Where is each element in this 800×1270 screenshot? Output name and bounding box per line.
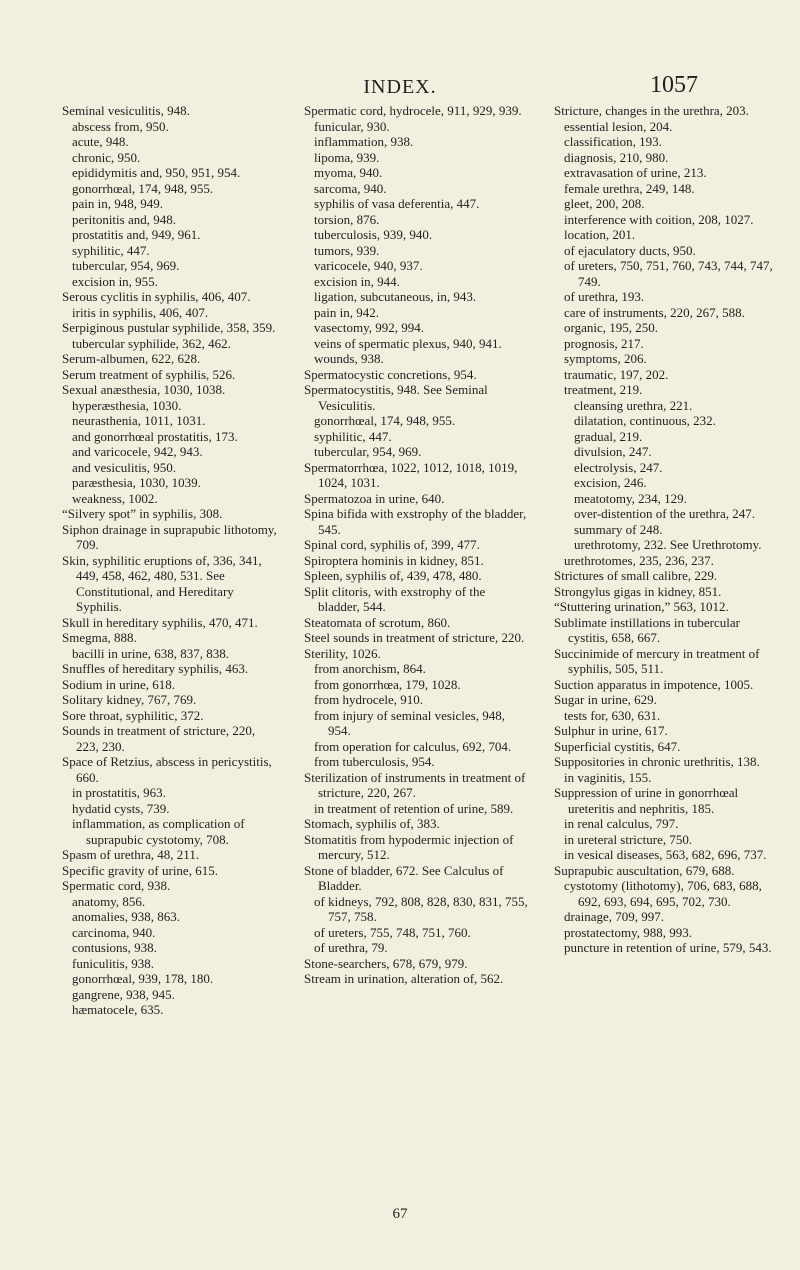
index-entry: Spermatozoa in urine, 640.: [304, 490, 445, 506]
index-entry: from hydrocele, 910.: [314, 692, 424, 707]
index-entry: puncture in retention of urine, 579, 543.: [564, 940, 772, 955]
index-entry: myoma, 940.: [314, 165, 383, 180]
index-entry: Spasm of urethra, 48, 211.: [62, 847, 200, 862]
index-entry: acute, 948.: [72, 134, 129, 149]
index-entry: hæmatocele, 635.: [72, 1002, 164, 1017]
index-entry: Sore throat, syphilitic, 372.: [62, 707, 204, 723]
index-entry: Smegma, 888.: [62, 630, 137, 645]
index-entry: Stone of bladder, 672. See Calculus of Bladder.: [304, 862, 504, 893]
index-entry: Stricture, changes in the urethra, 203.: [554, 103, 749, 118]
index-entry: cleansing urethra, 221.: [574, 397, 693, 413]
index-entry: and varicocele, 942, 943.: [72, 444, 203, 459]
index-entry: chronic, 950.: [72, 149, 141, 165]
index-entry: anatomy, 856.: [72, 893, 146, 909]
index-entry: Sugar in urine, 629.: [554, 692, 657, 707]
index-entry: of ureters, 750, 751, 760, 743, 744, 747, 749.: [564, 258, 773, 289]
index-entry: Spleen, syphilis of, 439, 478, 480.: [304, 568, 482, 583]
index-entry: tests for, 630, 631.: [564, 707, 661, 723]
index-entry: traumatic, 197, 202.: [564, 366, 669, 382]
index-entry: Sterility, 1026.: [304, 645, 381, 661]
index-entry: of kidneys, 792, 808, 828, 830, 831, 755, 757, 758.: [314, 893, 528, 924]
index-entry: in prostatitis, 963.: [72, 785, 166, 800]
index-entry: tuberculosis, 939, 940.: [314, 227, 433, 242]
index-entry: Serum-albumen, 622, 628.: [62, 351, 201, 366]
index-entry: ligation, subcutaneous, in, 943.: [314, 289, 477, 304]
index-entry: Steel sounds in treatment of stricture, 220.: [304, 630, 525, 645]
index-entry: excision, 246.: [574, 475, 647, 490]
index-entry: anomalies, 938, 863.: [72, 909, 180, 924]
index-entry: of urethra, 193.: [564, 289, 645, 304]
index-entry: Serous cyclitis in syphilis, 406, 407.: [62, 289, 251, 304]
index-entry: Suprapubic auscultation, 679, 688.: [554, 862, 735, 878]
index-entry: Strictures of small calibre, 229.: [554, 568, 718, 583]
index-entry: wounds, 938.: [314, 351, 384, 366]
index-entry: Sterilization of instruments in treatment of stricture, 220, 267.: [304, 769, 526, 800]
index-entry: Spermatocystitis, 948. See Seminal Vesiculitis.: [304, 382, 488, 413]
index-entry: tubercular, 954, 969.: [72, 258, 180, 273]
index-entry: “Stuttering urination,” 563, 1012.: [554, 599, 729, 614]
index-entry: excision in, 944.: [314, 273, 400, 289]
index-entry: funiculitis, 938.: [72, 955, 154, 971]
index-entry: classification, 193.: [564, 134, 662, 149]
index-entry: summary of 248.: [574, 521, 663, 537]
index-entry: Superficial cystitis, 647.: [554, 738, 681, 754]
index-entry: female urethra, 249, 148.: [564, 180, 695, 196]
index-entry: Siphon drainage in suprapubic lithotomy, 709.: [62, 521, 277, 552]
index-entry: paræsthesia, 1030, 1039.: [72, 475, 201, 490]
index-entry: treatment, 219.: [564, 382, 643, 397]
index-entry: meatotomy, 234, 129.: [574, 490, 687, 506]
index-entry: Spermatorrhœa, 1022, 1012, 1018, 1019, 1024, 1031.: [304, 459, 518, 490]
index-entry: Stomatitis from hypodermic injection of mercury, 512.: [304, 831, 514, 862]
index-entry: prostatitis and, 949, 961.: [72, 227, 201, 242]
index-entry: vasectomy, 992, 994.: [314, 320, 424, 335]
index-entry: contusions, 938.: [72, 940, 157, 955]
page-header: [0, 70, 800, 100]
index-entry: Succinimide of mercury in treatment of syphilis, 505, 511.: [554, 645, 760, 676]
index-entry: gradual, 219.: [574, 428, 643, 444]
index-entry: epididymitis and, 950, 951, 954.: [72, 165, 241, 180]
index-entry: divulsion, 247.: [574, 444, 652, 459]
index-entry: Specific gravity of urine, 615.: [62, 862, 218, 878]
index-entry: of ureters, 755, 748, 751, 760.: [314, 924, 471, 940]
index-entry: drainage, 709, 997.: [564, 909, 665, 924]
index-entry: syphilitic, 447.: [72, 242, 150, 258]
index-entry: tubercular, 954, 969.: [314, 444, 422, 459]
index-entry: Serum treatment of syphilis, 526.: [62, 366, 236, 382]
index-entry: Space of Retzius, abscess in pericystitis, 660.: [62, 754, 272, 785]
index-entry: from tuberculosis, 954.: [314, 754, 435, 769]
index-entry: Suction apparatus in impotence, 1005.: [554, 676, 754, 692]
index-entry: Snuffles of hereditary syphilis, 463.: [62, 661, 249, 676]
index-entry: gonorrhœal, 174, 948, 955.: [314, 413, 456, 428]
index-entry: inflammation, 938.: [314, 134, 414, 149]
index-entry: Strongylus gigas in kidney, 851.: [554, 583, 722, 599]
index-entry: Spermatic cord, hydrocele, 911, 929, 939.: [304, 103, 522, 118]
index-entry: hydatid cysts, 739.: [72, 800, 170, 816]
index-entry: syphilitic, 447.: [314, 428, 392, 444]
index-entry: gleet, 200, 208.: [564, 196, 645, 211]
index-entry: peritonitis and, 948.: [72, 211, 176, 227]
index-entry: carcinoma, 940.: [72, 924, 156, 940]
index-column-1: [62, 103, 280, 1018]
index-entry: care of instruments, 220, 267, 588.: [564, 304, 745, 320]
index-entry: Sodium in urine, 618.: [62, 676, 176, 692]
index-entry: “Silvery spot” in syphilis, 308.: [62, 506, 223, 521]
index-entry: Skull in hereditary syphilis, 470, 471.: [62, 614, 258, 630]
index-entry: veins of spermatic plexus, 940, 941.: [314, 335, 502, 351]
index-entry: pain in, 942.: [314, 304, 379, 320]
index-entry: Stream in urination, alteration of, 562.: [304, 971, 504, 986]
index-entry: Steatomata of scrotum, 860.: [304, 614, 451, 630]
index-entry: diagnosis, 210, 980.: [564, 149, 669, 165]
index-entry: neurasthenia, 1011, 1031.: [72, 413, 206, 428]
index-entry: prognosis, 217.: [564, 335, 644, 351]
index-entry: tubercular syphilide, 362, 462.: [72, 335, 231, 351]
index-entry: iritis in syphilis, 406, 407.: [72, 304, 209, 320]
index-entry: Spiroptera hominis in kidney, 851.: [304, 552, 484, 568]
index-entry: of ejaculatory ducts, 950.: [564, 242, 696, 258]
index-entry: extravasation of urine, 213.: [564, 165, 707, 180]
index-entry: from injury of seminal vesicles, 948, 954.: [314, 707, 505, 738]
index-entry: dilatation, continuous, 232.: [574, 413, 716, 428]
index-entry: prostatectomy, 988, 993.: [564, 924, 693, 940]
index-entry: of urethra, 79.: [314, 940, 388, 955]
index-entry: electrolysis, 247.: [574, 459, 663, 475]
index-entry: over-distention of the urethra, 247.: [574, 506, 755, 521]
index-entry: gonorrhœal, 174, 948, 955.: [72, 180, 214, 196]
index-entry: Spina bifida with exstrophy of the bladder, 545.: [304, 506, 527, 537]
index-entry: interference with coition, 208, 1027.: [564, 211, 754, 227]
index-entry: Serpiginous pustular syphilide, 358, 359.: [62, 320, 276, 335]
index-entry: and vesiculitis, 950.: [72, 459, 176, 475]
index-entry: abscess from, 950.: [72, 118, 169, 134]
index-entry: from anorchism, 864.: [314, 661, 426, 676]
index-entry: urethrotomes, 235, 236, 237.: [564, 552, 714, 568]
page-number: 1057: [650, 72, 698, 98]
index-entry: symptoms, 206.: [564, 351, 647, 366]
index-entry: Spermatic cord, 938.: [62, 878, 171, 893]
index-entry: tumors, 939.: [314, 242, 380, 258]
index-entry: gonorrhœal, 939, 178, 180.: [72, 971, 214, 986]
running-title: INDEX.: [363, 76, 437, 98]
index-entry: Skin, syphilitic eruptions of, 336, 341, 449, 458, 462, 480, 531. See Constitutional, and Hereditary Syphilis.: [62, 552, 262, 614]
index-entry: Seminal vesiculitis, 948.: [62, 103, 190, 118]
index-entry: sarcoma, 940.: [314, 180, 387, 196]
index-entry: Sublimate instillations in tubercular cystitis, 658, 667.: [554, 614, 740, 645]
index-entry: in vaginitis, 155.: [564, 769, 652, 785]
index-entry: varicocele, 940, 937.: [314, 258, 423, 273]
index-entry: location, 201.: [564, 227, 636, 242]
index-entry: from operation for calculus, 692, 704.: [314, 738, 512, 754]
index-entry: organic, 195, 250.: [564, 320, 658, 335]
index-entry: hyperæsthesia, 1030.: [72, 397, 182, 413]
index-entry: Sexual anæsthesia, 1030, 1038.: [62, 382, 226, 397]
index-entry: from gonorrhœa, 179, 1028.: [314, 676, 461, 692]
index-entry: cystotomy (lithotomy), 706, 683, 688, 692, 693, 694, 695, 702, 730.: [564, 878, 762, 909]
index-entry: lipoma, 939.: [314, 149, 380, 165]
index-entry: gangrene, 938, 945.: [72, 986, 175, 1002]
index-entry: Solitary kidney, 767, 769.: [62, 692, 197, 707]
index-entry: inflammation, as complication of suprapubic cystotomy, 708.: [72, 816, 245, 847]
index-entry: excision in, 955.: [72, 273, 158, 289]
index-entry: in treatment of retention of urine, 589.: [314, 800, 514, 816]
index-entry: Spinal cord, syphilis of, 399, 477.: [304, 537, 480, 552]
index-entry: syphilis of vasa deferentia, 447.: [314, 196, 480, 211]
index-entry: bacilli in urine, 638, 837, 838.: [72, 645, 230, 661]
index-entry: Stomach, syphilis of, 383.: [304, 816, 440, 831]
index-entry: Sulphur in urine, 617.: [554, 723, 668, 738]
index-entry: Spermatocystic concretions, 954.: [304, 366, 477, 382]
index-entry: and gonorrhœal prostatitis, 173.: [72, 428, 238, 444]
index-entry: pain in, 948, 949.: [72, 196, 163, 211]
index-entry: Sounds in treatment of stricture, 220, 223, 230.: [62, 723, 256, 754]
index-entry: Suppression of urine in gonorrhœal ureteritis and nephritis, 185.: [554, 785, 739, 816]
index-entry: urethrotomy, 232. See Urethrotomy.: [574, 537, 762, 552]
index-entry: Split clitoris, with exstrophy of the bladder, 544.: [304, 583, 486, 614]
signature-mark: 67: [392, 1206, 408, 1222]
index-entry: torsion, 876.: [314, 211, 380, 227]
index-entry: Suppositories in chronic urethritis, 138.: [554, 754, 760, 769]
index-entry: in ureteral stricture, 750.: [564, 831, 693, 847]
index-entry: in vesical diseases, 563, 682, 696, 737.: [564, 847, 767, 862]
index-entry: Stone-searchers, 678, 679, 979.: [304, 955, 468, 971]
index-entry: weakness, 1002.: [72, 490, 158, 506]
index-column-2: [304, 103, 530, 987]
index-entry: funicular, 930.: [314, 118, 390, 134]
index-column-3: [554, 103, 778, 956]
index-entry: in renal calculus, 797.: [564, 816, 679, 831]
index-entry: essential lesion, 204.: [564, 118, 673, 134]
